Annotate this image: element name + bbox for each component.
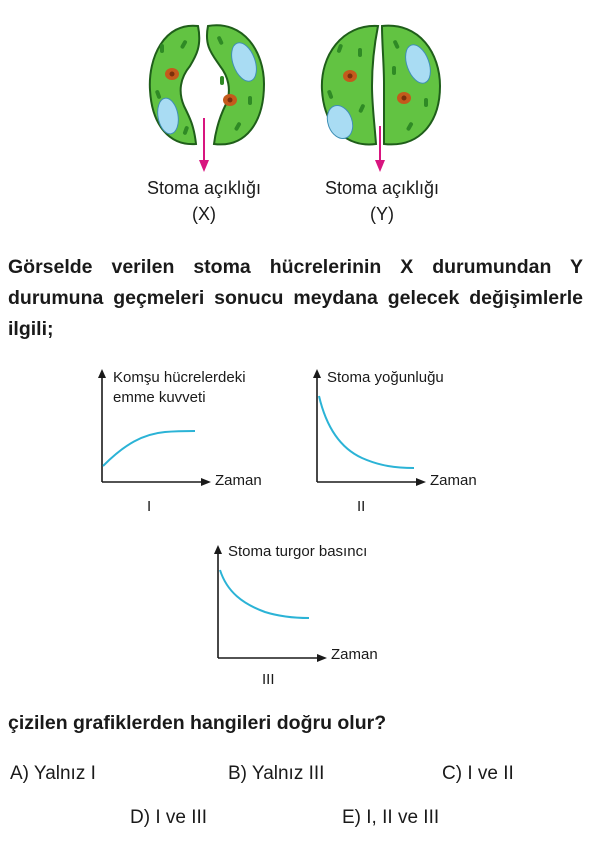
graph-iii-xlabel: Zaman: [331, 646, 378, 663]
stoma-x-tag: (X): [192, 204, 216, 224]
series-line: [103, 431, 195, 466]
question-stem: Görselde verilen stoma hücrelerinin X durumundan Y durumuna geçmeleri sonucu meydana gelecek değişimlerle ilgili;: [8, 256, 583, 340]
stoma-y-illustration: [314, 18, 454, 176]
stoma-x-caption: Stoma açıklığı: [146, 178, 262, 198]
arrow-icon: [199, 118, 209, 172]
graph-iii-roman: III: [262, 671, 275, 688]
series-line: [319, 396, 414, 468]
option-d[interactable]: D) I ve III: [130, 807, 208, 828]
y-axis-arrow-icon: [313, 369, 321, 378]
option-e[interactable]: E) I, II ve III: [342, 807, 440, 828]
series-line: [220, 570, 309, 618]
graph-i-ylabel-line2: emme kuvveti: [113, 389, 206, 406]
y-axis-arrow-icon: [214, 545, 222, 554]
question-ask: çizilen grafiklerden hangileri doğru olur?: [8, 712, 387, 734]
guard-cell-left: [150, 26, 199, 144]
graph-ii-xlabel: Zaman: [430, 472, 477, 489]
graph-iii-ylabel: Stoma turgor basıncı: [228, 543, 368, 560]
guard-cell-left: [322, 26, 378, 145]
stoma-y-tag: (Y): [370, 204, 394, 224]
graph-ii-roman: II: [357, 498, 366, 515]
option-c[interactable]: C) I ve II: [442, 763, 514, 784]
graph-i-xlabel: Zaman: [215, 472, 262, 489]
x-axis-arrow-icon: [416, 478, 426, 486]
guard-cell-right: [207, 25, 264, 144]
graph-ii-ylabel: Stoma yoğunluğu: [327, 369, 444, 386]
x-axis-arrow-icon: [317, 654, 327, 662]
graph-i-ylabel-line1: Komşu hücrelerdeki: [113, 369, 246, 386]
guard-cell-right: [382, 26, 440, 145]
stoma-x-illustration: [140, 18, 280, 176]
option-a[interactable]: A) Yalnız I: [10, 763, 96, 784]
graph-iii: [211, 542, 341, 666]
stoma-y-caption: Stoma açıklığı: [324, 178, 440, 198]
x-axis-arrow-icon: [201, 478, 211, 486]
y-axis-arrow-icon: [98, 369, 106, 378]
option-b[interactable]: B) Yalnız III: [228, 763, 325, 784]
graph-i-roman: I: [147, 498, 152, 515]
